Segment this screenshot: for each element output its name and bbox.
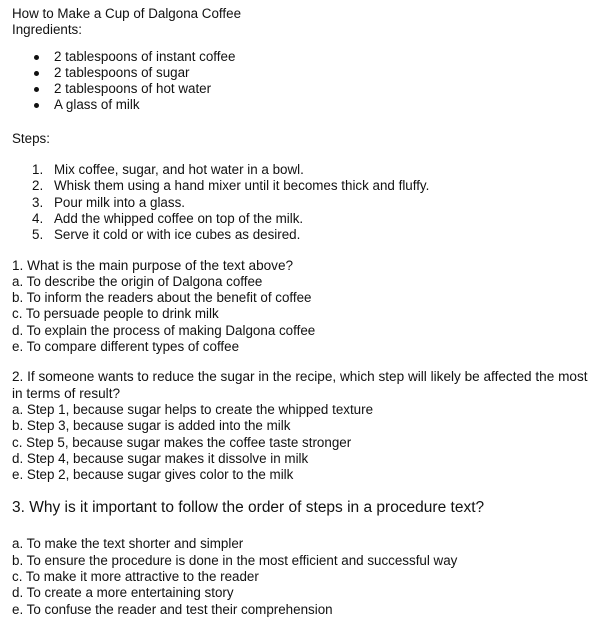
step-item (32, 194, 600, 211)
question-3 (12, 498, 600, 617)
step-number: 4. (32, 210, 44, 226)
step-text: Serve it cold or with ice cubes as desired. (54, 227, 301, 243)
answer-option-d: d. Step 4, because sugar makes it dissolve in milk (12, 450, 309, 466)
answer-options (12, 402, 600, 483)
answer-option-a: a. To describe the origin of Dalgona coffee (12, 273, 263, 289)
answer-option-a: a. To make the text shorter and simpler (12, 536, 244, 552)
step-text: Pour milk into a glass. (54, 194, 185, 210)
answer-option-d: d. To explain the process of making Dalgona coffee (12, 322, 316, 338)
answer-option-b: b. Step 3, because sugar is added into the milk (12, 418, 291, 434)
step-number: 5. (32, 227, 44, 243)
answer-option-c: c. Step 5, because sugar makes the coffee taste stronger (12, 434, 352, 450)
step-item (32, 210, 600, 227)
step-number: 3. (32, 194, 44, 210)
question-title: 1. What is the main purpose of the text above? (12, 257, 294, 273)
ingredients-heading: Ingredients: (12, 22, 82, 38)
ingredient-item: A glass of milk (54, 97, 600, 113)
steps-list (12, 162, 600, 243)
answer-option-a: a. Step 1, because sugar helps to create the whipped texture (12, 401, 374, 417)
answer-option-e: e. Step 2, because sugar gives color to the milk (12, 467, 294, 483)
answer-option-d: d. To create a more entertaining story (12, 585, 234, 601)
step-number: 1. (32, 162, 44, 178)
ingredient-item: 2 tablespoons of sugar (54, 65, 600, 81)
answer-options (12, 274, 600, 355)
step-item (32, 227, 600, 243)
question-title: 2. If someone wants to reduce the sugar in the recipe, which step will likely be affected the most in terms of result? (12, 369, 588, 401)
question-1 (12, 258, 600, 356)
question-title: 3. Why is it important to follow the order of steps in a procedure text? (12, 499, 485, 517)
recipe-title: How to Make a Cup of Dalgona Coffee (12, 6, 242, 21)
step-text: Whisk them using a hand mixer until it becomes thick and fluffy. (54, 178, 430, 194)
step-item (32, 162, 600, 178)
answer-options (12, 536, 600, 617)
answer-option-b: b. To ensure the procedure is done in the most efficient and successful way (12, 552, 458, 568)
answer-option-e: e. To compare different types of coffee (12, 339, 240, 355)
answer-option-c: c. To make it more attractive to the reader (12, 569, 259, 585)
answer-option-b: b. To inform the readers about the benefit of coffee (12, 290, 312, 306)
question-2 (12, 369, 600, 483)
step-number: 2. (32, 178, 44, 194)
ingredients-list (12, 49, 600, 114)
step-item (32, 178, 600, 194)
document-page (12, 6, 600, 618)
answer-option-c: c. To persuade people to drink milk (12, 306, 219, 322)
steps-heading: Steps: (12, 130, 50, 146)
step-text: Add the whipped coffee on top of the milk. (54, 210, 304, 226)
answer-option-e: e. To confuse the reader and test their comprehension (12, 601, 333, 617)
ingredient-item: 2 tablespoons of instant coffee (54, 49, 600, 65)
step-text: Mix coffee, sugar, and hot water in a bowl. (54, 162, 304, 178)
ingredient-item: 2 tablespoons of hot water (54, 81, 600, 97)
